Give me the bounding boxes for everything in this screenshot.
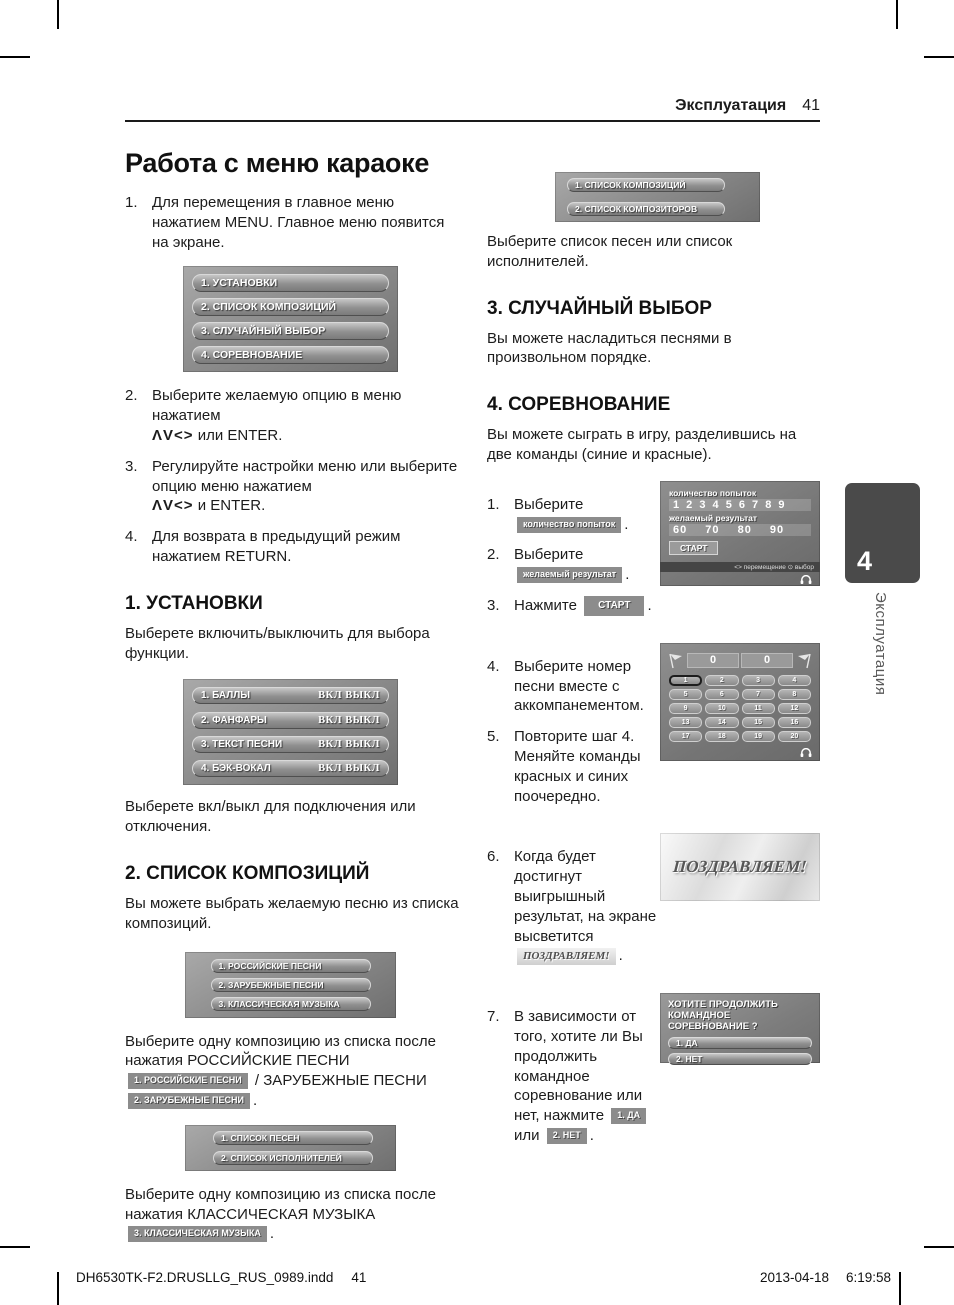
footer-time: 6:19:58 [846, 1270, 892, 1285]
right-flag-icon [795, 653, 811, 669]
competition-step-7 [487, 1007, 657, 1157]
navigation-hint: <> перемещение ⊙ выбор [660, 562, 820, 572]
song-number-button: 16 [778, 717, 811, 728]
step-text: Когда будет достигнут выигрышный результат, на экране высветится [514, 848, 657, 945]
note-text: ЗАРУБЕЖНЫЕ ПЕСНИ [263, 1072, 427, 1090]
step-text: . [647, 596, 652, 614]
song-number-button: 1 [669, 675, 702, 686]
note-text: Выберите одну композицию из списка после нажатия КЛАССИЧЕСКАЯ МУЗЫКА [125, 1185, 436, 1223]
step-text: . [618, 947, 623, 965]
section2-note2 [125, 1185, 462, 1244]
page-header [675, 97, 820, 115]
competition-group-a [487, 481, 820, 627]
competition-group-b [487, 643, 820, 818]
desired-result-values: 60 70 80 90 [669, 524, 811, 536]
note-text: / [254, 1072, 260, 1090]
setting-row-fanfare [192, 712, 389, 729]
note-text: . [269, 1225, 275, 1243]
step-text: или [514, 1126, 540, 1144]
list-item [487, 847, 657, 966]
list-item [487, 545, 657, 585]
attempts-setup-screenshot [660, 481, 820, 586]
main-menu-screenshot [183, 266, 398, 372]
song-number-button: 7 [742, 689, 775, 700]
song-number-button: 19 [742, 731, 775, 742]
song-number-button: 4 [778, 675, 811, 686]
congrats-badge: ПОЗДРАВЛЯЕМ! [517, 948, 616, 965]
song-number-button: 12 [778, 703, 811, 714]
footer-filename: DH6530TK-F2.DRUSLLG_RUS_0989.indd 41 [76, 1270, 367, 1285]
section1-outro: Выберете вкл/выкл для подключения или отключения. [125, 798, 416, 836]
setting-onoff: ВКЛ ВЫКЛ [318, 714, 380, 726]
category-classical-music: 3. КЛАССИЧЕСКАЯ МУЗЫКА [211, 997, 371, 1011]
category-foreign-songs: 2. ЗАРУБЕЖНЫЕ ПЕСНИ [211, 978, 371, 992]
menu-item-song-list: 2. СПИСОК КОМПОЗИЦИЙ [192, 298, 389, 316]
blue-team-score: 0 [687, 653, 739, 668]
headphones-icon [800, 575, 812, 584]
start-button: СТАРТ [669, 541, 718, 555]
setting-label: 4. БЭК-ВОКАЛ [201, 763, 271, 775]
congratulations-text: ПОЗДРАВЛЯЕМ! [672, 857, 808, 877]
step-text: . [589, 1126, 594, 1144]
list-item [125, 193, 462, 252]
step-number: 1. [487, 495, 500, 513]
nav-keys-glyphs: ΛV<> [152, 426, 194, 444]
left-flag-icon [669, 653, 685, 669]
song-number-button: 8 [778, 689, 811, 700]
step-text: Для возврата в предыдущий режим нажатием RETURN. [152, 528, 401, 565]
crop-mark-bottom-left-v [57, 1272, 59, 1305]
desired-result-label: желаемый результат [669, 512, 757, 523]
composition-composer-screenshot [555, 172, 760, 222]
list-item [487, 727, 657, 806]
top-note: Выберите список песен или список исполнителей. [487, 233, 733, 270]
song-number-button: 14 [705, 717, 738, 728]
list-item [125, 386, 462, 445]
main-steps-list [125, 193, 462, 252]
step-text: . [625, 566, 630, 584]
step-number: 3. [487, 596, 500, 614]
step-text: Выберите желаемую опцию в меню нажатием [152, 387, 402, 425]
attempts-count-values: 1 2 3 4 5 6 7 8 9 [669, 499, 811, 511]
step-text: . [624, 515, 629, 533]
step-number: 2. [487, 546, 500, 564]
step-number: 7. [487, 1008, 500, 1026]
crop-mark-bottom-right-v [899, 1272, 901, 1305]
crop-mark-top-left-v [57, 0, 59, 29]
section2-heading: 2. СПИСОК КОМПОЗИЦИЙ [125, 862, 370, 884]
song-number-button: 5 [669, 689, 702, 700]
yes-badge: 1. ДА [611, 1108, 646, 1124]
song-number-button: 17 [669, 731, 702, 742]
song-list-item: 1. СПИСОК ПЕСЕН [213, 1131, 373, 1145]
song-number-button: 18 [705, 731, 738, 742]
setting-label: 2. ФАНФАРЫ [201, 714, 267, 726]
crop-mark-bottom-left-h [0, 1246, 30, 1248]
setting-row-lyrics [192, 736, 389, 753]
step-number: 5. [487, 728, 500, 746]
step-text: Для перемещения в главное меню нажатием MENU. Главное меню появится на экране. [152, 194, 445, 251]
list-item [487, 596, 657, 616]
song-number-button: 15 [742, 717, 775, 728]
continue-question-line2: КОМАНДНОЕ СОРЕВНОВАНИЕ ? [668, 1010, 758, 1032]
crop-mark-top-left-h [0, 56, 30, 58]
competition-steps-1-3 [487, 495, 657, 627]
team-scores [669, 653, 811, 669]
song-artist-lists-screenshot [185, 1125, 396, 1171]
section2-note1 [125, 1032, 462, 1111]
song-number-button: 2 [705, 675, 738, 686]
section1-heading: 1. УСТАНОВКИ [125, 592, 263, 614]
left-column [125, 148, 462, 1244]
continue-competition-screenshot [660, 993, 820, 1063]
red-team-score: 0 [741, 653, 793, 668]
header-page-number: 41 [802, 97, 820, 114]
artist-list-item: 2. СПИСОК ИСПОЛНИТЕЛЕЙ [213, 1151, 373, 1165]
chapter-number: 4 [857, 546, 873, 576]
attempts-count-label: количество попыток [669, 487, 757, 498]
setting-row-score [192, 687, 389, 704]
desired-result-badge: желаемый результат [517, 567, 622, 583]
crop-mark-bottom-right-h [924, 1246, 954, 1248]
setting-onoff: ВКЛ ВЫКЛ [318, 763, 380, 775]
crop-mark-top-right-h [924, 56, 954, 58]
step-text: В зависимости от того, хотите ли Вы продолжить командное соревнование или нет, нажмите [514, 1008, 643, 1125]
note-text: . [253, 1091, 258, 1109]
step-text: Нажмите [514, 596, 577, 614]
no-badge: 2. НЕТ [547, 1128, 587, 1144]
start-badge: СТАРТ [584, 596, 644, 615]
settings-screenshot [183, 679, 398, 785]
continue-question-line1: ХОТИТЕ ПРОДОЛЖИТЬ [668, 999, 778, 1011]
step-text: Регулируйте настройки меню или выберите опцию меню нажатием [152, 457, 458, 495]
menu-item-random: 3. СЛУЧАЙНЫЙ ВЫБОР [192, 322, 389, 340]
footer-date: 2013-04-18 [760, 1270, 830, 1285]
competition-group-d [487, 993, 820, 1157]
step-number: 6. [487, 848, 500, 866]
setting-onoff: ВКЛ ВЫКЛ [318, 690, 380, 702]
list-item [125, 457, 462, 516]
list-item [125, 527, 462, 567]
attempts-count-badge: количество попыток [517, 517, 621, 533]
setting-onoff: ВКЛ ВЫКЛ [318, 739, 380, 751]
note-text: Выберите одну композицию из списка после нажатия РОССИЙСКИЕ ПЕСНИ [125, 1032, 436, 1070]
crop-mark-top-right-v [896, 0, 898, 29]
section4-heading: 4. СОРЕВНОВАНИЕ [487, 394, 671, 416]
setting-label: 1. БАЛЛЫ [201, 690, 251, 702]
composer-list-item: 2. СПИСОК КОМПОЗИТОРОВ [567, 202, 725, 216]
nav-keys-glyphs: ΛV<> [152, 497, 194, 515]
step-number: 4. [487, 657, 500, 675]
continue-yes-button: 1. ДА [668, 1037, 812, 1049]
header-rule [125, 120, 820, 122]
setting-label: 3. ТЕКСТ ПЕСНИ [201, 739, 283, 751]
song-number-button: 11 [742, 703, 775, 714]
continue-no-button: 2. НЕТ [668, 1053, 812, 1065]
setting-row-backvocal [192, 760, 389, 777]
competition-steps-4-5 [487, 657, 657, 818]
step-text: Выберите [514, 546, 584, 564]
song-number-grid-screenshot [660, 643, 820, 761]
list-item [487, 657, 657, 716]
step-number: 4. [125, 528, 138, 546]
step-number: 1. [125, 194, 138, 211]
footer-page-number: 41 [351, 1270, 367, 1285]
step-number: 2. [125, 387, 138, 405]
section4-body: Вы можете сыграть в игру, разделившись на две команды (синие и красные). [487, 426, 797, 463]
step-text: Выберите номер песни вместе с аккомпанементом. [514, 657, 644, 715]
page-title: Работа с меню караоке [125, 148, 430, 178]
chapter-tab [845, 483, 920, 583]
song-number-button: 3 [742, 675, 775, 686]
section3-body: Вы можете насладиться песнями в произвольном порядке. [487, 329, 732, 367]
section2-intro: Вы можете выбрать желаемую песню из списка композиций. [125, 894, 459, 932]
song-categories-screenshot [185, 952, 396, 1018]
menu-item-setup: 1. УСТАНОВКИ [192, 274, 389, 292]
step-text: Выберите [514, 495, 584, 513]
song-number-button: 6 [705, 689, 738, 700]
step-number: 3. [125, 457, 138, 475]
song-number-button: 20 [778, 731, 811, 742]
section1-intro: Выберете включить/выключить для выбора функции. [125, 624, 430, 662]
right-column [487, 172, 820, 1157]
song-number-grid [669, 675, 811, 742]
song-number-button: 10 [705, 703, 738, 714]
list-item [487, 495, 657, 535]
list-item [487, 1007, 657, 1146]
competition-step-6 [487, 847, 657, 977]
congratulations-screenshot [660, 833, 820, 901]
song-number-button: 13 [669, 717, 702, 728]
menu-item-competition: 4. СОРЕВНОВАНИЕ [192, 346, 389, 364]
step-text: и ENTER. [193, 497, 266, 515]
main-steps-list-cont [125, 386, 462, 566]
competition-group-c [487, 833, 820, 977]
classical-music-badge: 3. КЛАССИЧЕСКАЯ МУЗЫКА [128, 1226, 267, 1242]
step-text: Повторите шаг 4. Меняйте команды красных и синих поочередно. [514, 728, 641, 805]
headphones-icon [800, 748, 812, 757]
section3-heading: 3. СЛУЧАЙНЫЙ ВЫБОР [487, 297, 712, 319]
foreign-songs-badge: 2. ЗАРУБЕЖНЫЕ ПЕСНИ [128, 1093, 250, 1109]
step-text: или ENTER. [193, 426, 283, 444]
chapter-tab-label: Эксплуатация [872, 592, 889, 696]
song-number-button: 9 [669, 703, 702, 714]
russian-songs-badge: 1. РОССИЙСКИЕ ПЕСНИ [128, 1073, 248, 1089]
header-section-label: Эксплуатация [675, 97, 787, 114]
composition-list-item: 1. СПИСОК КОМПОЗИЦИЙ [567, 178, 725, 192]
category-russian-songs: 1. РОССИЙСКИЕ ПЕСНИ [211, 959, 371, 973]
